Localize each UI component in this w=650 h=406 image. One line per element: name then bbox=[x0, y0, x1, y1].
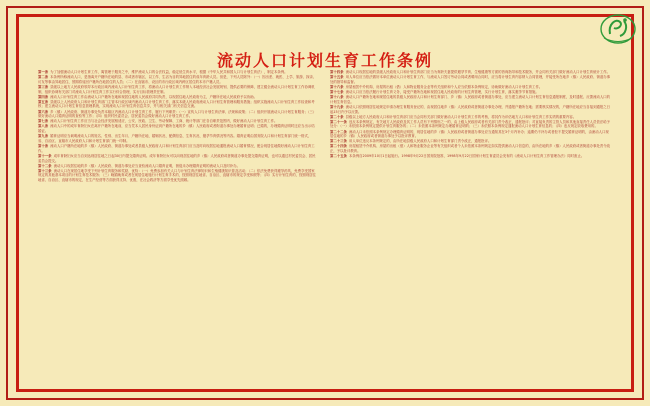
article-number: 第二十五条 bbox=[330, 154, 347, 159]
regulation-article bbox=[330, 120, 611, 129]
article-text: 婚育证明应当载明流动人口的姓名、性别、出生年月、户籍所在地、婚姻状况、配偶信息、生育状况、避孕节育情况等内容。婚育证明由国务院人口和计划生育部门统一格式，省、自治区、直辖市人民政府人口和计划生育部门统一印制。 bbox=[38, 134, 312, 143]
regulation-article bbox=[330, 115, 611, 120]
family-planning-logo-icon bbox=[598, 12, 638, 46]
article-text: 县级以上人民政府人口和计划生育部门主管本行政区域内流动人口计划生育工作，落实本级人民政府流动人口计划生育管理和服务措施；组织实施流动人口计划生育工作检查和考核；建立流动人口计划生育信息管理系统，实现流动人口计划生育信息共享，并与相关部门有关信息交流。 bbox=[38, 99, 315, 109]
article-number: 第六条 bbox=[38, 109, 49, 114]
article-number: 第二十一条 bbox=[330, 119, 347, 124]
article-number: 第十二条 bbox=[38, 163, 52, 168]
article-number: 第五条 bbox=[38, 99, 49, 104]
regulation-article bbox=[38, 100, 318, 109]
article-text: 为了加强流动人口计划生育工作，寓管理于服务之中，维护流动人口的合法权益，稳定低生育水平，根据《中华人民共和国人口与计划生育法》，制定本条例。 bbox=[50, 70, 288, 74]
article-number: 第二十四条 bbox=[330, 144, 347, 149]
article-number: 第二十条 bbox=[330, 114, 344, 119]
article-number: 第三条 bbox=[38, 84, 49, 89]
regulation-article bbox=[330, 90, 611, 95]
article-number: 第十九条 bbox=[330, 104, 344, 109]
article-number: 第一条 bbox=[38, 70, 49, 74]
regulation-article bbox=[38, 95, 318, 100]
article-text: 流动人口计划生育工作由流动人口户籍所在地和现居住地的人民政府共同负责，以现居住地人民政府为主，户籍所在地人民政府予以协助。 bbox=[50, 94, 257, 99]
regulation-article bbox=[330, 75, 611, 84]
regulation-article bbox=[330, 105, 611, 114]
article-text: 县级以上地方人民政府领导本行政区域内流动人口计划生育工作，将流动人口计划生育工作纳入本地经济社会发展规划，提供必要的保障，建立健全流动人口计划生育工作协调机制，组织协调有关部门对流动人口计划生育工作实行综合管理，实行目标管理责任制。 bbox=[38, 84, 315, 94]
regulation-article bbox=[38, 70, 318, 75]
article-text: 流动人口现居住地的乡（镇）人民政府、街道办事处应当查验流动人口婚育证明，督促未办理婚育证明的流动人口及时补办。 bbox=[53, 163, 241, 168]
regulation-article bbox=[38, 85, 318, 94]
article-text: 本条例所称流动人口，是指离开户籍所在地的县、市或者市辖区，以工作、生活为目的异地居住的成年育龄人员。但是，下列人员除外：（一）因出差、就医、上学、旅游、探亲、访友等事由异地居住、预期将返回户籍所在地居住的人员；（二）在直辖市、设区的市行政区域内跨区居住的本市户籍人员。 bbox=[38, 75, 317, 84]
article-text: 流动人口在现居住地享受下列计划生育服务和奖励、优待：（一）免费参加有关人口与计划生育法律知识和生殖健康知识普及活动；（二）依法免费获得避孕药具，免费享受国家规定的其他基本项目的计划生育技术服务；（三）晚婚晚育或者在现居住地施行计划生育手术的，按照现居住地省、自治区、直辖市的规定享受休假等；（四）实行计划生育的，按照现居住地省、自治区、直辖市的规定，在生产经营等方面获得支持、优惠，在社会救济等方面享受优先照顾。 bbox=[38, 168, 317, 183]
article-number: 第二十二条 bbox=[330, 129, 347, 134]
article-number: 第二十三条 bbox=[330, 139, 347, 144]
left-column bbox=[38, 70, 318, 382]
article-text: 用人单位应当依法做好本单位流动人口计划生育工作，与流动人口签订劳动合同或者聘用合同时，应当将计划生育内容纳入合同管理，并接受所在地乡（镇）人民政府、街道办事处的指导和监督。 bbox=[330, 75, 611, 84]
article-text: 流动人口计划生育工作应当与社会经济发展相适应，公安、民政、卫生、劳动保障、工商、统计等部门在各自职责范围内，做好流动人口计划生育工作。 bbox=[50, 119, 278, 124]
article-number: 第九条 bbox=[38, 134, 49, 139]
article-text: 房屋租赁中介机构、房屋的出租（借）人和物业服务企业等有关组织或者个人未依照本条例规定如实提供流动人口信息的，由所在地的乡（镇）人民政府或者街道办事处责令改正，予以批评教育。 bbox=[330, 144, 611, 154]
article-text: 流动人口户籍所在地和现居住地的县级人民政府人口和计划生育部门、乡（镇）人民政府或者街道办事处，应当建立流动人口计划生育信息通报制度，及时通报、反馈流动人口的计划生育信息。 bbox=[330, 95, 611, 104]
article-text: 流动人口未依照本条例规定办理婚育证明的，现居住地的乡（镇）人民政府或者街道办事处应当通知其在3个月内补办；逾期仍不补办或者拒不提交婚育证明的，由流动人口现居住地的乡（镇）人民政府或者街道办事处予以批评教育。 bbox=[330, 129, 609, 139]
article-text: 流动人口户籍所在地的乡（镇）人民政府、街道办事处或者县级人民政府人口和计划生育部门应当及时向现居住地通报流动人口婚育情况，配合现居住地做好流动人口计划生育工作。 bbox=[38, 144, 315, 153]
regulation-article bbox=[38, 75, 318, 84]
article-text: 成年育龄妇女应当自到达现居住地之日起30日内提交婚育证明。成年育龄妇女可以向现居住地的乡（镇）人民政府或者街道办事处提交婚育证明，也可以通过村民委员会、居民委员会提交。 bbox=[38, 153, 316, 163]
article-number: 第十条 bbox=[38, 144, 49, 149]
article-text: 房屋租赁中介机构、房屋的出租（借）人和物业服务企业等有关组织和个人应当依照本条例规定，协助做好流动人口计划生育工作。 bbox=[345, 84, 543, 89]
regulation-article bbox=[330, 85, 611, 90]
page-title: 流动人口计划生育工作条例 bbox=[216, 51, 433, 70]
article-number: 第十七条 bbox=[330, 89, 344, 94]
article-number: 第十八条 bbox=[330, 95, 344, 100]
right-column bbox=[330, 70, 611, 382]
regulation-article bbox=[38, 134, 318, 143]
article-number: 第十五条 bbox=[330, 75, 344, 80]
regulation-article bbox=[38, 124, 318, 133]
article-text: 流动人口现居住地的县级人民政府人口和计划生育部门应当为育龄夫妻提供避孕节育、生殖健康等方面的咨询指导和技术服务，并会同有关部门做好流动人口计划生育统计工作。 bbox=[345, 70, 611, 74]
article-number: 第十一条 bbox=[38, 153, 52, 158]
article-text: 县级以上地方人民政府人口和计划生育部门应当会同有关部门做好流动人口计划生育工作的考核，将其作为评估地方人口和计划生育工作实绩的重要内容。 bbox=[345, 114, 577, 119]
regulation-article bbox=[330, 130, 611, 139]
regulation-article bbox=[38, 164, 318, 169]
regulation-article bbox=[38, 169, 318, 183]
article-text: 本条例自2009年10月1日起施行。1998年9月22日国务院批准、1998年9月22日国家计划生育委员会发布的《流动人口计划生育工作管理办法》同时废止。 bbox=[348, 154, 585, 159]
article-text: 流动人口应当依法履行计划生育义务，接受户籍所在地和现居住地人民政府的计划生育管理，实行计划生育，落实避孕节育措施。 bbox=[345, 89, 539, 94]
article-number: 第十三条 bbox=[38, 168, 52, 173]
article-text: 流动人口依照现居住地规定申请办理生育服务登记的，由现居住地乡（镇）人民政府或者街道办事处办理，并通报户籍所在地；需要核实情况的，户籍所在地应当自接到通报之日起15日内予以反馈。 bbox=[330, 104, 611, 114]
article-number: 第四条 bbox=[38, 94, 49, 99]
article-number: 第十六条 bbox=[330, 84, 344, 89]
regulation-article bbox=[330, 70, 611, 75]
article-number: 第十四条 bbox=[330, 70, 344, 74]
regulation-article bbox=[330, 154, 611, 159]
article-text: 违反本条例规定，有关地方人民政府及其工作人员有下列情形之一的，由上级人民政府或者有关部门责令改正，通报批评；对直接负责的主管人员和其他直接责任人员依法给予处分：（一）未依照本条例规定提供计划生育服务的；（二）未依照本条例规定办理婚育证明的；（三）未依照本条例规定通报流动人口计划生育信息的；（四）违反规定收取费用的。 bbox=[330, 119, 611, 129]
article-number: 第二条 bbox=[38, 75, 49, 80]
article-number: 第八条 bbox=[38, 124, 49, 129]
regulation-article bbox=[38, 154, 318, 163]
article-text: 流动人口中的成年育龄妇女在离开户籍所在地前，应当凭本人居民身份证到户籍所在地的乡（镇）人民政府或者街道办事处办理婚育证明；已婚的，办理婚育证明时还应当出示结婚证。 bbox=[38, 124, 315, 134]
article-text: 用人单位违反本条例规定的，由所在地县级人民政府人口和计划生育部门责令改正，通报批评。 bbox=[348, 139, 492, 144]
article-text: 乡（镇）人民政府、街道办事处负责本辖区内流动人口计划生育工作，履行下列职责：（一）宣传人口与计划生育法律、法规和政策；（二）组织开展流动人口计划生育服务；（三）做好流动人口婚育证明的查验等工作；（四）组织村民委员会、居民委员会做好流动人口计划生育工作。 bbox=[38, 109, 317, 119]
regulation-article bbox=[330, 144, 611, 153]
regulation-article bbox=[38, 144, 318, 153]
regulation-article bbox=[330, 95, 611, 104]
regulation-article bbox=[38, 110, 318, 119]
article-number: 第七条 bbox=[38, 119, 49, 124]
